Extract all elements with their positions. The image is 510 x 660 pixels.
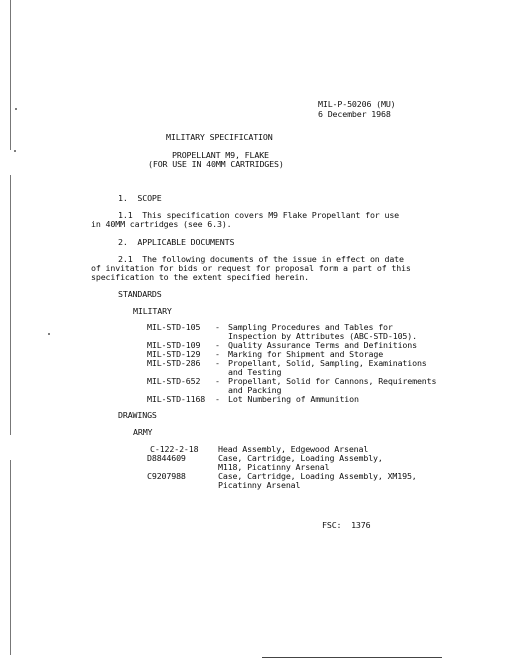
drawing-code: C-122-2-18 — [150, 444, 199, 454]
standard-code: MIL-STD-109 — [147, 340, 201, 350]
standard-code: MIL-STD-286 — [147, 358, 201, 368]
scan-left-edge-bottom — [10, 460, 11, 655]
spec-type-title: MILITARY SPECIFICATION — [166, 132, 273, 142]
standard-dash: - — [215, 340, 220, 350]
scan-speck — [15, 108, 17, 110]
military-subheading: MILITARY — [133, 306, 172, 316]
standard-code: MIL-STD-129 — [147, 349, 201, 359]
army-subheading: ARMY — [133, 427, 153, 437]
paragraph-1-1-line-1: 1.1 This specification covers M9 Flake Propellant for use — [118, 210, 400, 220]
standard-dash: - — [215, 394, 220, 404]
paragraph-2-1-line-2: of invitation for bids or request for proposal form a part of this — [91, 263, 411, 273]
standard-desc: and Testing — [228, 367, 282, 377]
scan-left-edge-mid — [10, 175, 11, 435]
standard-dash: - — [215, 358, 220, 368]
scan-speck — [14, 150, 16, 152]
drawing-code: C9207988 — [147, 471, 186, 481]
drawing-desc: M118, Picatinny Arsenal — [218, 462, 330, 472]
drawing-desc: Picatinny Arsenal — [218, 480, 301, 490]
standard-desc: Lot Numbering of Ammunition — [228, 394, 359, 404]
drawing-desc: Case, Cartridge, Loading Assembly, — [218, 453, 383, 463]
standard-desc: Sampling Procedures and Tables for — [228, 322, 393, 332]
document-date: 6 December 1968 — [318, 109, 391, 119]
drawing-desc: Case, Cartridge, Loading Assembly, XM195, — [218, 471, 417, 481]
standard-code: MIL-STD-105 — [147, 322, 201, 332]
drawings-heading: DRAWINGS — [118, 410, 157, 420]
paragraph-1-1-line-2: in 40MM cartridges (see 6.3). — [91, 219, 232, 229]
scan-speck — [48, 333, 50, 335]
standard-desc: Propellant, Solid, Sampling, Examinations — [228, 358, 427, 368]
paragraph-2-1-line-3: specification to the extent specified herein. — [91, 272, 310, 282]
standard-dash: - — [215, 376, 220, 386]
drawing-desc: Head Assembly, Edgewood Arsenal — [218, 444, 369, 454]
standard-dash: - — [215, 349, 220, 359]
standard-code: MIL-STD-1168 — [147, 394, 206, 404]
scan-bottom-line — [262, 657, 442, 658]
standard-desc: and Packing — [228, 385, 282, 395]
standard-dash: - — [215, 322, 220, 332]
standard-code: MIL-STD-652 — [147, 376, 201, 386]
standards-heading: STANDARDS — [118, 289, 162, 299]
scan-left-edge-top — [10, 0, 11, 150]
spec-use: (FOR USE IN 40MM CARTRIDGES) — [148, 159, 284, 169]
standard-desc: Inspection by Attributes (ABC-STD-105). — [228, 331, 417, 341]
section-1-heading: 1. SCOPE — [118, 193, 162, 203]
section-2-heading: 2. APPLICABLE DOCUMENTS — [118, 237, 235, 247]
drawing-code: D8844609 — [147, 453, 186, 463]
standard-desc: Propellant, Solid for Cannons, Requirements — [228, 376, 437, 386]
spec-subject: PROPELLANT M9, FLAKE — [172, 150, 269, 160]
standard-desc: Quality Assurance Terms and Definitions — [228, 340, 417, 350]
paragraph-2-1-line-1: 2.1 The following documents of the issue in effect on date — [118, 254, 404, 264]
document-id: MIL-P-50206 (MU) — [318, 99, 396, 109]
fsc-code: FSC: 1376 — [322, 520, 371, 530]
standard-desc: Marking for Shipment and Storage — [228, 349, 384, 359]
